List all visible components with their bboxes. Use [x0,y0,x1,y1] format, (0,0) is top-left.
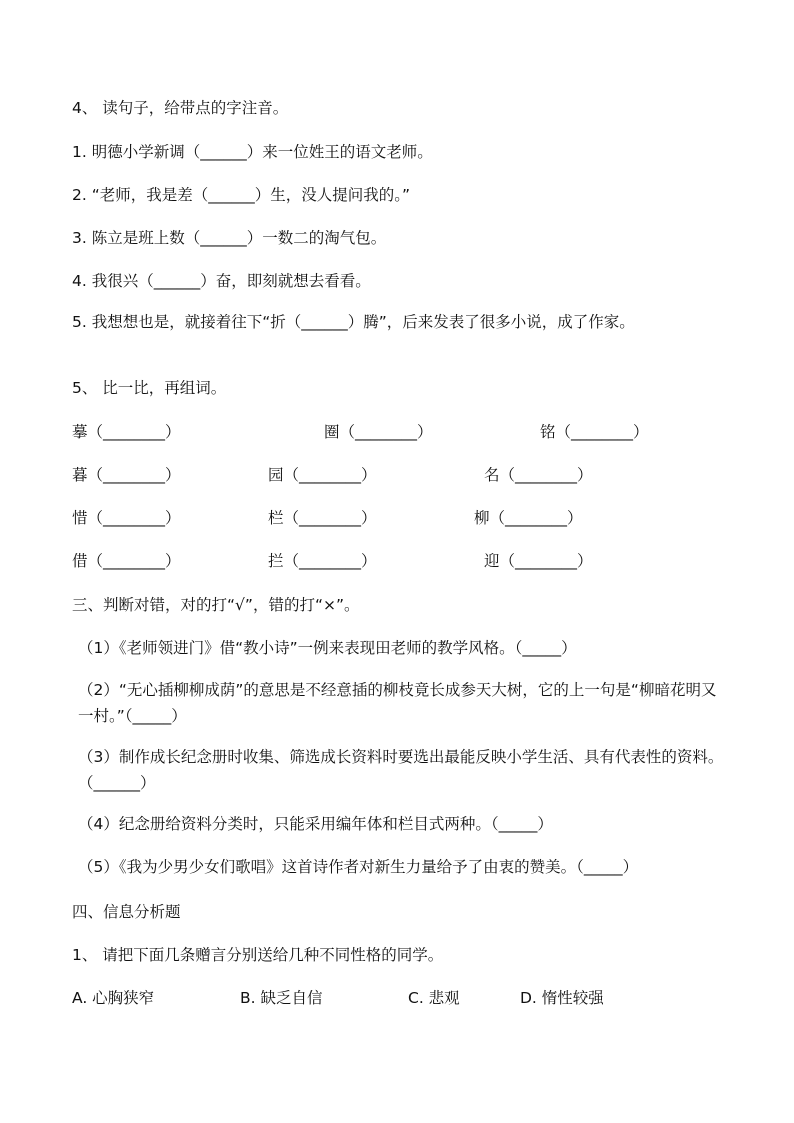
option-a: A. 心胸狭窄 [72,989,155,1007]
info-question-1: 1、 请把下面几条赠言分别送给几种不同性格的同学。 [72,946,444,964]
pinyin-item-2: 2. “老师，我是差（______）生，没人提问我的。” [72,186,411,204]
pinyin-item-1: 1. 明德小学新调（______）来一位姓王的语文老师。 [72,143,433,161]
word-pair-cell: 名（________） [484,466,593,484]
judge-item-4: （4）纪念册给资料分类时，只能采用编年体和栏目式两种。（_____） [78,815,553,833]
word-pair-cell: 园（________） [268,466,377,484]
word-pair-cell: 借（________） [72,552,181,570]
word-pair-cell: 栏（________） [268,509,377,527]
pinyin-item-4: 4. 我很兴（______）奋，即刻就想去看看。 [72,272,371,290]
judge-item-2: （2）“无心插柳柳成荫”的意思是不经意插的柳枝竟长成参天大树，它的上一句是“柳暗花明又一村。”（_____） [78,681,717,725]
word-pair-cell: 惜（________） [72,509,181,527]
judge-item-5: （5）《我为少男少女们歌唱》这首诗作者对新生力量给予了由衷的赞美。（_____） [78,858,639,876]
word-pair-cell: 迎（________） [484,552,593,570]
word-pair-cell: 暮（________） [72,466,181,484]
word-pair-cell: 铭（________） [540,423,649,441]
option-d: D. 惰性较强 [520,989,604,1007]
section-3-heading: 三、判断对错，对的打“√”，错的打“×”。 [72,596,360,614]
judge-item-1: （1）《老师领进门》借“教小诗”一例来表现田老师的教学风格。（_____） [78,639,577,657]
section-info-heading: 四、信息分析题 [72,903,181,921]
judge-item-3: （3）制作成长纪念册时收集、筛选成长资料时要选出最能反映小学生活、具有代表性的资料。（______） [78,748,724,792]
section-4-heading: 4、 读句子，给带点的字注音。 [72,99,289,117]
option-b: B. 缺乏自信 [240,989,323,1007]
word-pair-cell: 圈（________） [324,423,433,441]
word-pair-cell: 摹（________） [72,423,181,441]
word-pair-cell: 拦（________） [268,552,377,570]
word-pair-cell: 柳（________） [474,509,583,527]
pinyin-item-5: 5. 我想想也是，就接着往下“折（______）腾”，后来发表了很多小说，成了作家。 [72,313,635,331]
pinyin-item-3: 3. 陈立是班上数（______）一数二的淘气包。 [72,229,387,247]
option-c: C. 悲观 [408,989,460,1007]
section-5-heading: 5、 比一比，再组词。 [72,379,227,397]
